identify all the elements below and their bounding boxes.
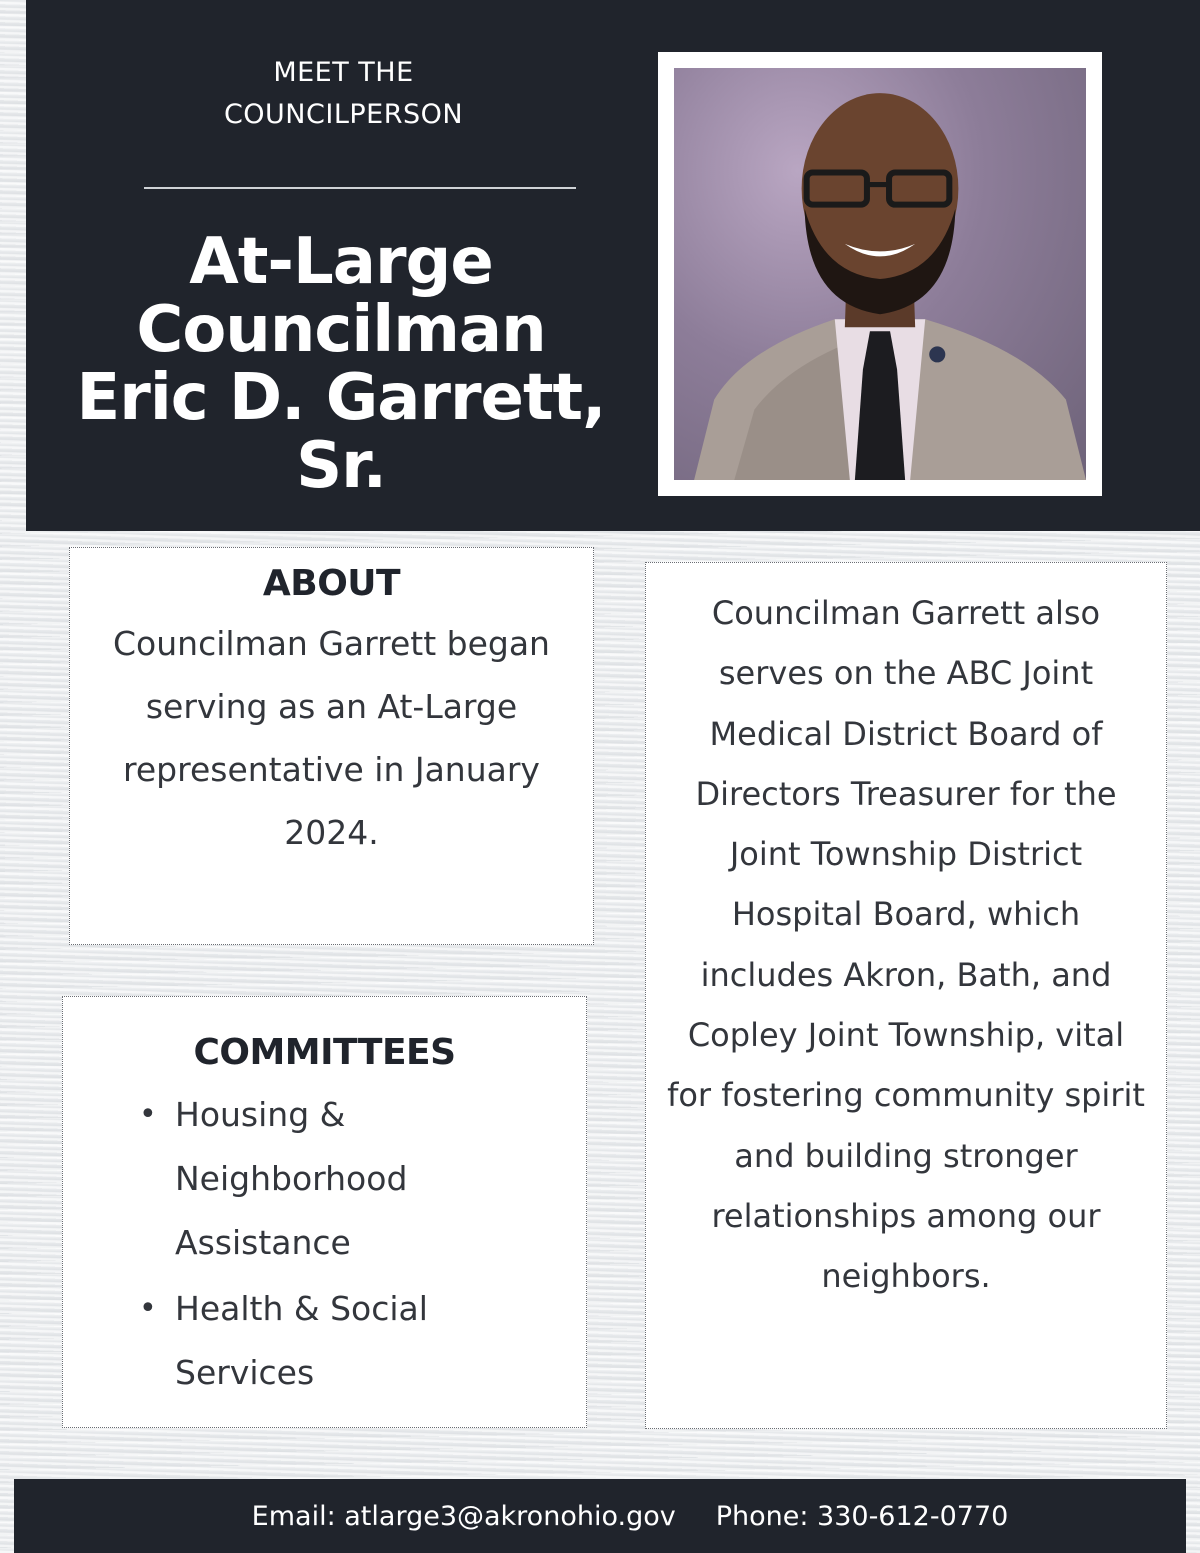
contact-footer: [14, 1479, 1186, 1553]
phone-contact[interactable]: Phone: 330-612-0770: [715, 1500, 1009, 1532]
committee-label: Housing & Neighborhood Assistance: [175, 1095, 408, 1262]
list-item: [139, 1277, 539, 1405]
title-line-2: Councilman: [136, 293, 546, 367]
title-line-4: Sr.: [296, 429, 386, 503]
kicker-line-1: MEET THE: [273, 57, 414, 88]
committee-label: Health & Social Services: [175, 1289, 428, 1392]
about-heading: ABOUT: [262, 563, 401, 604]
bullet-icon: •: [139, 1097, 157, 1132]
kicker: [146, 52, 541, 136]
header-banner: [26, 0, 1200, 531]
committees-box: [62, 996, 587, 1428]
additional-roles-box: [645, 562, 1167, 1429]
portrait-photo: [674, 68, 1086, 480]
bullet-icon: •: [139, 1291, 157, 1326]
email-contact[interactable]: Email: atlarge3@akronohio.gov: [251, 1500, 676, 1532]
kicker-line-2: COUNCILPERSON: [223, 99, 464, 130]
title-line-3: Eric D. Garrett,: [76, 361, 606, 435]
committees-heading: COMMITTEES: [193, 1032, 456, 1073]
additional-roles-text: Councilman Garrett also serves on the ABC Joint Medical District Board of Directors Treasurer for the Joint Township District Hospital Board, which includes Akron, Bath, and Copley Joint Township, vital for fostering community spirit and building stronger relationships among our neighbors.: [667, 594, 1145, 1296]
portrait-frame: [658, 52, 1102, 496]
about-text: Councilman Garrett began serving as an At-Large representative in January 2024.: [113, 624, 550, 852]
title-line-1: At-Large: [189, 225, 493, 299]
portrait-illustration: [674, 68, 1086, 480]
list-item: [139, 1083, 539, 1275]
header-divider: [144, 187, 576, 189]
about-box: [69, 547, 594, 945]
committee-list: [139, 1083, 539, 1405]
page-title: [46, 225, 636, 503]
